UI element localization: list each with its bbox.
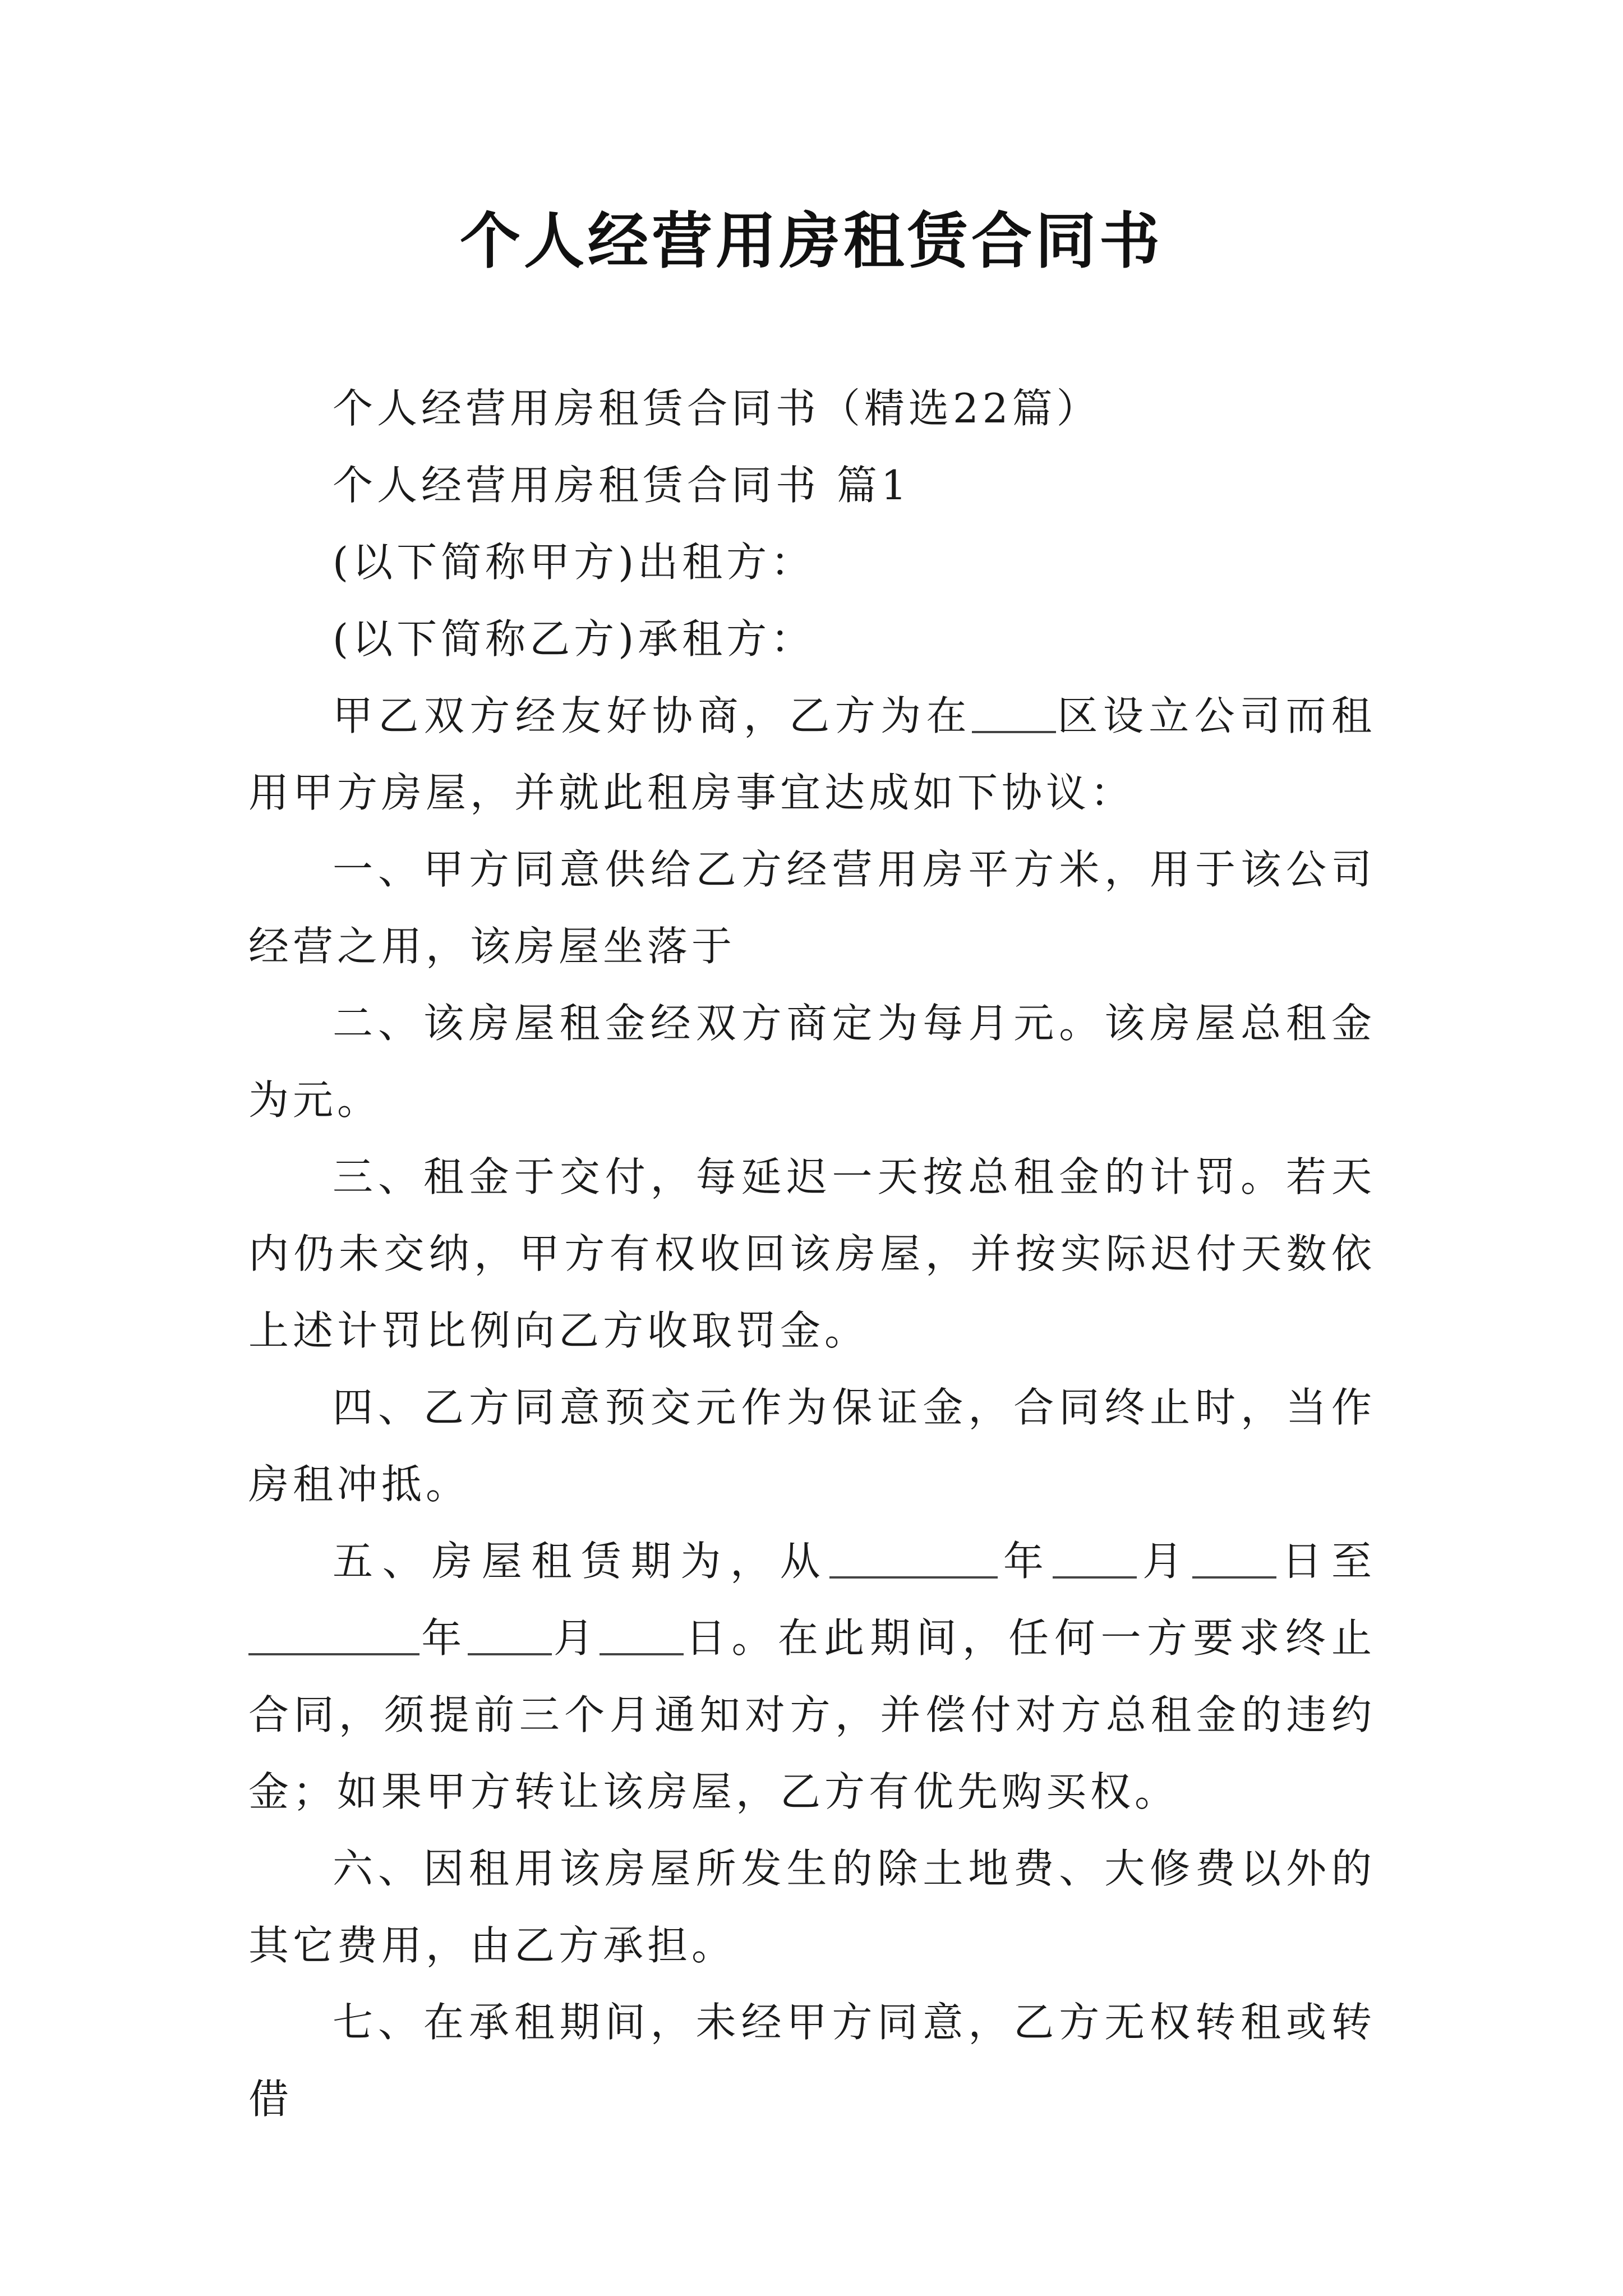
end-month-blank	[468, 1613, 552, 1655]
clause-4: 四、乙方同意预交元作为保证金，合同终止时，当作房租冲抵。	[248, 1384, 1376, 1508]
start-day-blank	[1192, 1536, 1276, 1579]
document-subtitle: 个人经营用房租赁合同书（精选22篇）	[333, 385, 1101, 432]
start-year-blank	[829, 1536, 998, 1579]
clause-3: 三、租金于交付，每延迟一天按总租金的计罚。若天内仍未交纳，甲方有权收回该房屋，并按实际迟付天数依上述计罚比例向乙方收取罚金。	[248, 1153, 1376, 1354]
start-month-label: 月	[1137, 1538, 1192, 1585]
district-blank	[972, 691, 1056, 733]
clause-5	[248, 1523, 1376, 1830]
section-heading: 个人经营用房租赁合同书 篇1	[333, 462, 911, 509]
end-year-blank	[248, 1613, 419, 1655]
clause-7: 七、在承租期间，未经甲方同意，乙方无权转租或转借	[248, 1999, 1376, 2123]
end-month-label: 月	[551, 1614, 600, 1662]
start-month-blank	[1053, 1536, 1137, 1579]
intro-paragraph	[248, 678, 1376, 831]
intro-text-before: 甲乙双方经友好协商，乙方为在	[333, 692, 972, 739]
clause-5-lead: 五、房屋租赁期为，从	[333, 1538, 830, 1585]
party-a-line: (以下简称甲方)出租方：	[333, 539, 815, 586]
end-year-label: 年	[419, 1614, 468, 1662]
clause-1: 一、甲方同意供给乙方经营用房平方米，用于该公司经营之用，该房屋坐落于	[248, 846, 1376, 970]
clause-2: 二、该房屋租金经双方商定为每月元。该房屋总租金为元。	[248, 1000, 1376, 1124]
document-body	[248, 370, 1376, 2138]
start-year-label: 年	[998, 1538, 1053, 1585]
end-day-blank	[600, 1613, 684, 1655]
intro-text-after: 区设立公司而租用甲方房屋，并就此租房事宜达成如下协议：	[248, 692, 1376, 816]
clause-6: 六、因租用该房屋所发生的除土地费、大修费以外的其它费用，由乙方承担。	[248, 1845, 1376, 1969]
document-title: 个人经营用房租赁合同书	[459, 206, 1163, 277]
clause-5-tail: 日。在此期间，任何一方要求终止合同，须提前三个月通知对方，并偿付对方总租金的违约金；如果甲方转让该房屋，乙方有优先购买权。	[248, 1614, 1376, 1815]
start-day-label: 日至	[1276, 1538, 1376, 1585]
party-b-line: (以下简称乙方)承租方：	[333, 615, 815, 662]
